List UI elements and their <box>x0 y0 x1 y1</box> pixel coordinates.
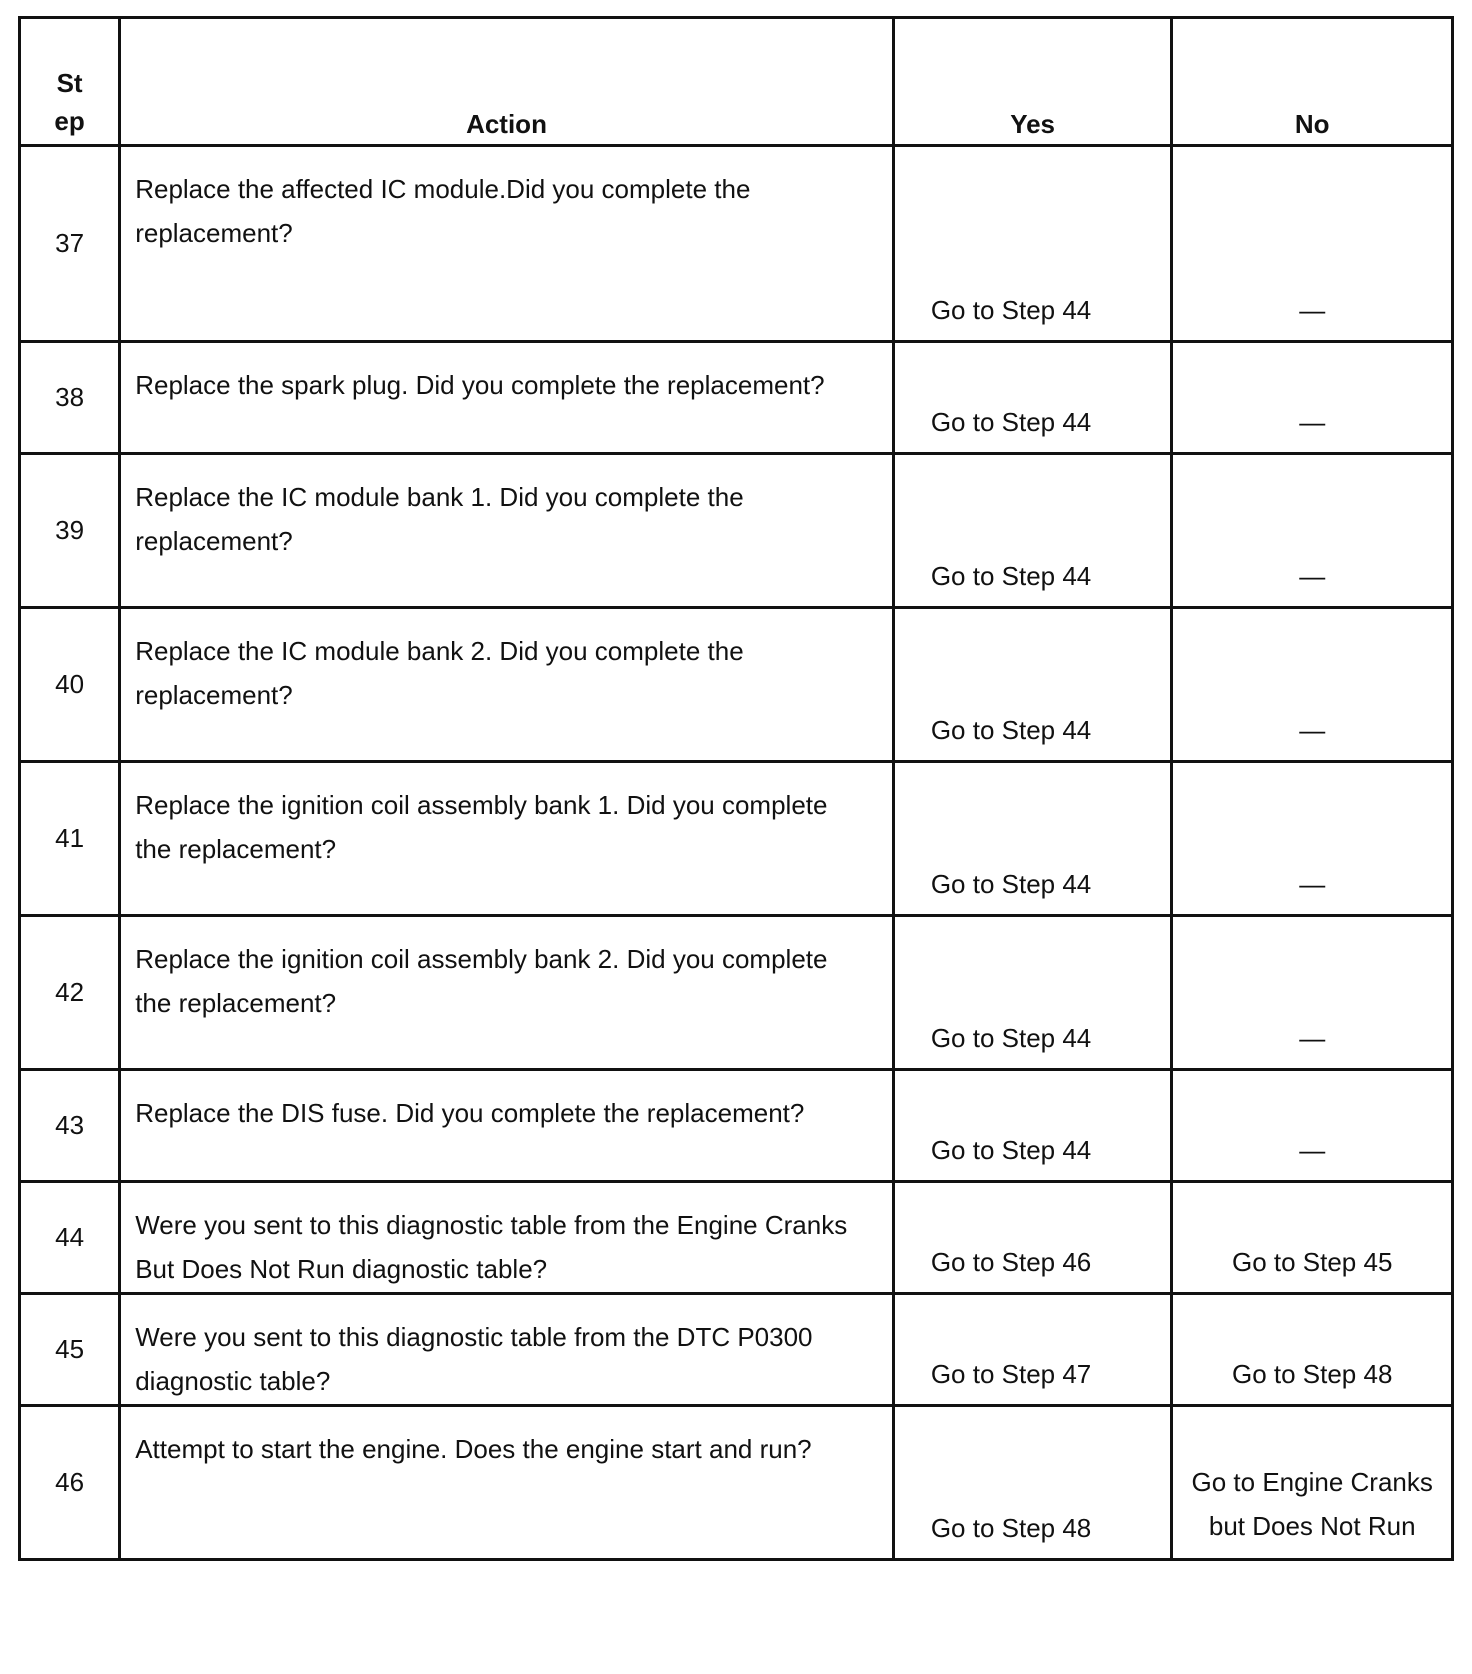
table-row <box>20 1070 1453 1182</box>
table-row <box>20 454 1453 608</box>
step-cell: 37 <box>20 146 120 342</box>
yes-cell: Go to Step 44 <box>893 916 1172 1070</box>
yes-cell: Go to Step 44 <box>893 762 1172 916</box>
action-cell: Replace the affected IC module.Did you complete the replacement? <box>120 146 894 342</box>
yes-cell: Go to Step 44 <box>893 454 1172 608</box>
yes-cell: Go to Step 48 <box>893 1406 1172 1560</box>
table-row <box>20 1182 1453 1294</box>
table-row <box>20 916 1453 1070</box>
yes-cell: Go to Step 46 <box>893 1182 1172 1294</box>
diagnostic-table <box>18 16 1454 1561</box>
action-cell: Replace the ignition coil assembly bank 2. Did you complete the replacement? <box>120 916 894 1070</box>
step-cell: 45 <box>20 1294 120 1406</box>
action-cell: Replace the DIS fuse. Did you complete the replacement? <box>120 1070 894 1182</box>
table-row <box>20 1406 1453 1560</box>
action-cell: Replace the spark plug. Did you complete the replacement? <box>120 342 894 454</box>
table-row <box>20 608 1453 762</box>
action-cell: Replace the ignition coil assembly bank 1. Did you complete the replacement? <box>120 762 894 916</box>
no-cell: — <box>1172 146 1453 342</box>
step-cell: 38 <box>20 342 120 454</box>
header-step: St ep <box>20 18 120 146</box>
no-cell: — <box>1172 1070 1453 1182</box>
no-cell: — <box>1172 454 1453 608</box>
action-cell: Attempt to start the engine. Does the engine start and run? <box>120 1406 894 1560</box>
no-cell: — <box>1172 762 1453 916</box>
step-cell: 39 <box>20 454 120 608</box>
table-row <box>20 1294 1453 1406</box>
yes-cell: Go to Step 47 <box>893 1294 1172 1406</box>
action-cell: Were you sent to this diagnostic table from the DTC P0300 diagnostic table? <box>120 1294 894 1406</box>
step-cell: 42 <box>20 916 120 1070</box>
no-cell: — <box>1172 342 1453 454</box>
action-cell: Were you sent to this diagnostic table from the Engine Cranks But Does Not Run diagnostic table? <box>120 1182 894 1294</box>
no-cell: — <box>1172 916 1453 1070</box>
action-cell: Replace the IC module bank 1. Did you complete the replacement? <box>120 454 894 608</box>
no-cell: Go to Engine Cranks but Does Not Run <box>1172 1406 1453 1560</box>
table-row <box>20 762 1453 916</box>
yes-cell: Go to Step 44 <box>893 1070 1172 1182</box>
header-yes: Yes <box>893 18 1172 146</box>
yes-cell: Go to Step 44 <box>893 608 1172 762</box>
header-no: No <box>1172 18 1453 146</box>
step-cell: 40 <box>20 608 120 762</box>
header-action: Action <box>120 18 894 146</box>
table-row <box>20 342 1453 454</box>
action-cell: Replace the IC module bank 2. Did you complete the replacement? <box>120 608 894 762</box>
step-cell: 44 <box>20 1182 120 1294</box>
no-cell: Go to Step 45 <box>1172 1182 1453 1294</box>
header-row <box>20 18 1453 146</box>
step-cell: 46 <box>20 1406 120 1560</box>
step-cell: 43 <box>20 1070 120 1182</box>
yes-cell: Go to Step 44 <box>893 146 1172 342</box>
table-row <box>20 146 1453 342</box>
no-cell: Go to Step 48 <box>1172 1294 1453 1406</box>
yes-cell: Go to Step 44 <box>893 342 1172 454</box>
step-cell: 41 <box>20 762 120 916</box>
no-cell: — <box>1172 608 1453 762</box>
